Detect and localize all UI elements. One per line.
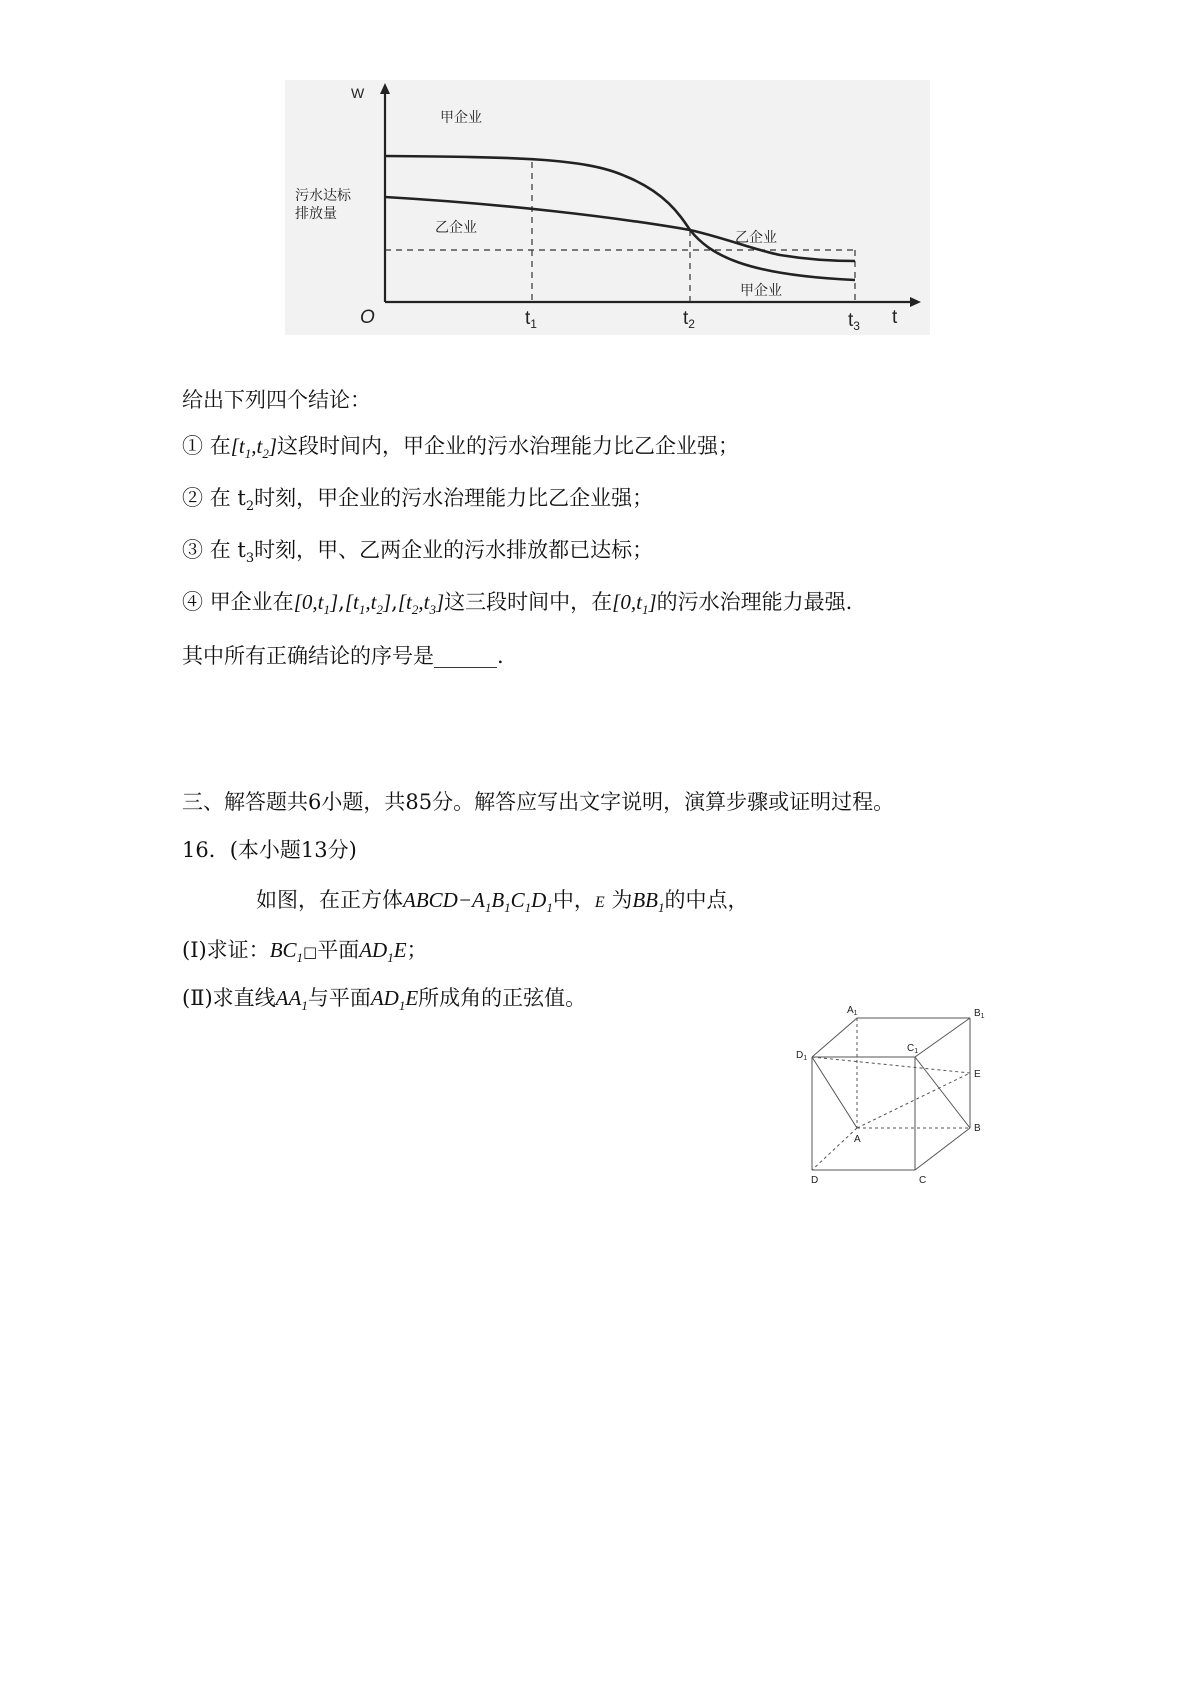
interval-t1-t2: $[t_1,t_2]$ [230, 434, 277, 461]
label-jia-top: 甲企业 [440, 109, 482, 125]
conclusion-4-mid: 这三段时间中，在 [444, 590, 613, 614]
tick-t3: $t_3$ [848, 310, 860, 333]
origin-label: O [360, 307, 375, 328]
cube-name: $ABCD-A_1B_1C_1D_1$ [403, 888, 553, 915]
segment-a-e [857, 1073, 970, 1128]
interval-t2-t3: $[t_2,t_3]$ [397, 590, 445, 617]
label-e: E [974, 1069, 981, 1080]
question16-part2 [182, 984, 586, 1020]
edge-c1-b1 [915, 1018, 970, 1057]
conclusion-2-text: 时刻，甲企业的污水治理能力比乙企业强； [254, 486, 654, 510]
label-c1: $C_1$ [907, 1043, 919, 1055]
tick-t1: $t_1$ [525, 308, 537, 331]
part1-label: (Ⅰ)求证： [182, 938, 270, 962]
segment-d1-a [812, 1057, 857, 1128]
conclusion-2-pre: 在 [209, 486, 231, 510]
conclusion-1 [182, 432, 739, 468]
question16-title: 16．(本小题13分) [182, 838, 357, 862]
interval-t1-t2-b: $[t_1,t_2]$ [344, 590, 392, 617]
edge-c-b [915, 1128, 970, 1170]
label-a: A [854, 1134, 861, 1145]
stem-mid: 中， [552, 888, 595, 912]
interval-0-t1-b: $[0,t_1]$ [612, 590, 657, 617]
label-c: C [919, 1175, 927, 1186]
conclusion-3-number: ③ [182, 538, 203, 562]
conclusion-1-text: 这段时间内，甲企业的污水治理能力比乙企业强； [277, 434, 739, 458]
segment-bc1: $BC_1$ [269, 938, 304, 965]
part2-mid: 与平面 [307, 986, 371, 1010]
part1-mid: 平面 [317, 938, 360, 962]
standard-label-line1: 污水达标 [295, 187, 351, 203]
plane-ad1e: $AD_1E$ [359, 938, 407, 965]
time-t3: $t_3$ [237, 538, 255, 566]
part1-end: ； [406, 938, 428, 962]
stem-pre: 如图，在正方体 [256, 888, 403, 912]
stem-mid2: 为 [611, 888, 633, 912]
label-b: B [974, 1123, 981, 1134]
missing-symbol-box: □ [303, 943, 318, 961]
label-a1: $A_1$ [847, 1005, 858, 1017]
standard-label-line2: 排放量 [295, 205, 337, 221]
tick-t2: $t_2$ [683, 308, 695, 331]
line-aa1: $AA_1$ [275, 986, 308, 1013]
pollution-discharge-figure [285, 80, 930, 335]
question15-ask: 其中所有正确结论的序号是______. [182, 644, 504, 668]
conclusion-3-text: 时刻，甲、乙两企业的污水排放都已达标； [254, 538, 654, 562]
conclusion-1-pre: 在 [209, 434, 231, 458]
segment-d1-e [812, 1057, 970, 1073]
conclusion-4-pre: 甲企业在 [209, 590, 294, 614]
interval-0-t1: $[0,t_1]$ [293, 590, 339, 617]
label-jia-bottom: 甲企业 [740, 282, 782, 298]
cube-figure [795, 1000, 1000, 1195]
edge-a-d [812, 1128, 857, 1170]
label-d: D [811, 1175, 819, 1186]
conclusion-4-text: 的污水治理能力最强. [656, 590, 853, 614]
question16-part1 [182, 936, 428, 972]
label-yi-right: 乙企业 [735, 229, 777, 245]
section3-header: 三、解答题共6小题，共85分。解答应写出文字说明，演算步骤或证明过程。 [182, 790, 895, 814]
conclusion-1-number: ① [182, 434, 203, 458]
conclusion-3 [182, 536, 653, 573]
edge-d1-a1 [812, 1018, 857, 1057]
label-yi-left: 乙企业 [435, 219, 477, 235]
y-axis-label: W [351, 85, 365, 101]
conclusion-4: ④ 甲企业在$[0,t_1],[t_1,t_2],[t_2,t_3]$这三段时间中，在$[0,t_1]$的污水治理能力最强. [182, 590, 853, 617]
segment-bb1: $BB_1$ [632, 888, 665, 915]
plane-ad1e-b: $AD_1E$ [370, 986, 419, 1013]
segment-c1-b [915, 1057, 970, 1128]
conclusion-2-number: ② [182, 486, 203, 510]
x-axis-label: t [892, 307, 898, 328]
conclusion-2 [182, 484, 653, 521]
stem-post: 的中点， [664, 888, 749, 912]
point-e: E [594, 894, 605, 911]
question16-stem [256, 886, 748, 922]
conclusion-3-pre: 在 [209, 538, 231, 562]
part2-label: (Ⅱ)求直线 [182, 986, 276, 1010]
label-b1: $B_1$ [974, 1008, 985, 1020]
figure-background [285, 80, 930, 335]
part2-end: 所成角的正弦值。 [418, 986, 587, 1010]
conclusions-intro: 给出下列四个结论： [182, 388, 371, 412]
conclusion-4-number: ④ [182, 590, 203, 614]
label-d1: $D_1$ [796, 1050, 808, 1062]
time-t2: $t_2$ [237, 486, 255, 514]
